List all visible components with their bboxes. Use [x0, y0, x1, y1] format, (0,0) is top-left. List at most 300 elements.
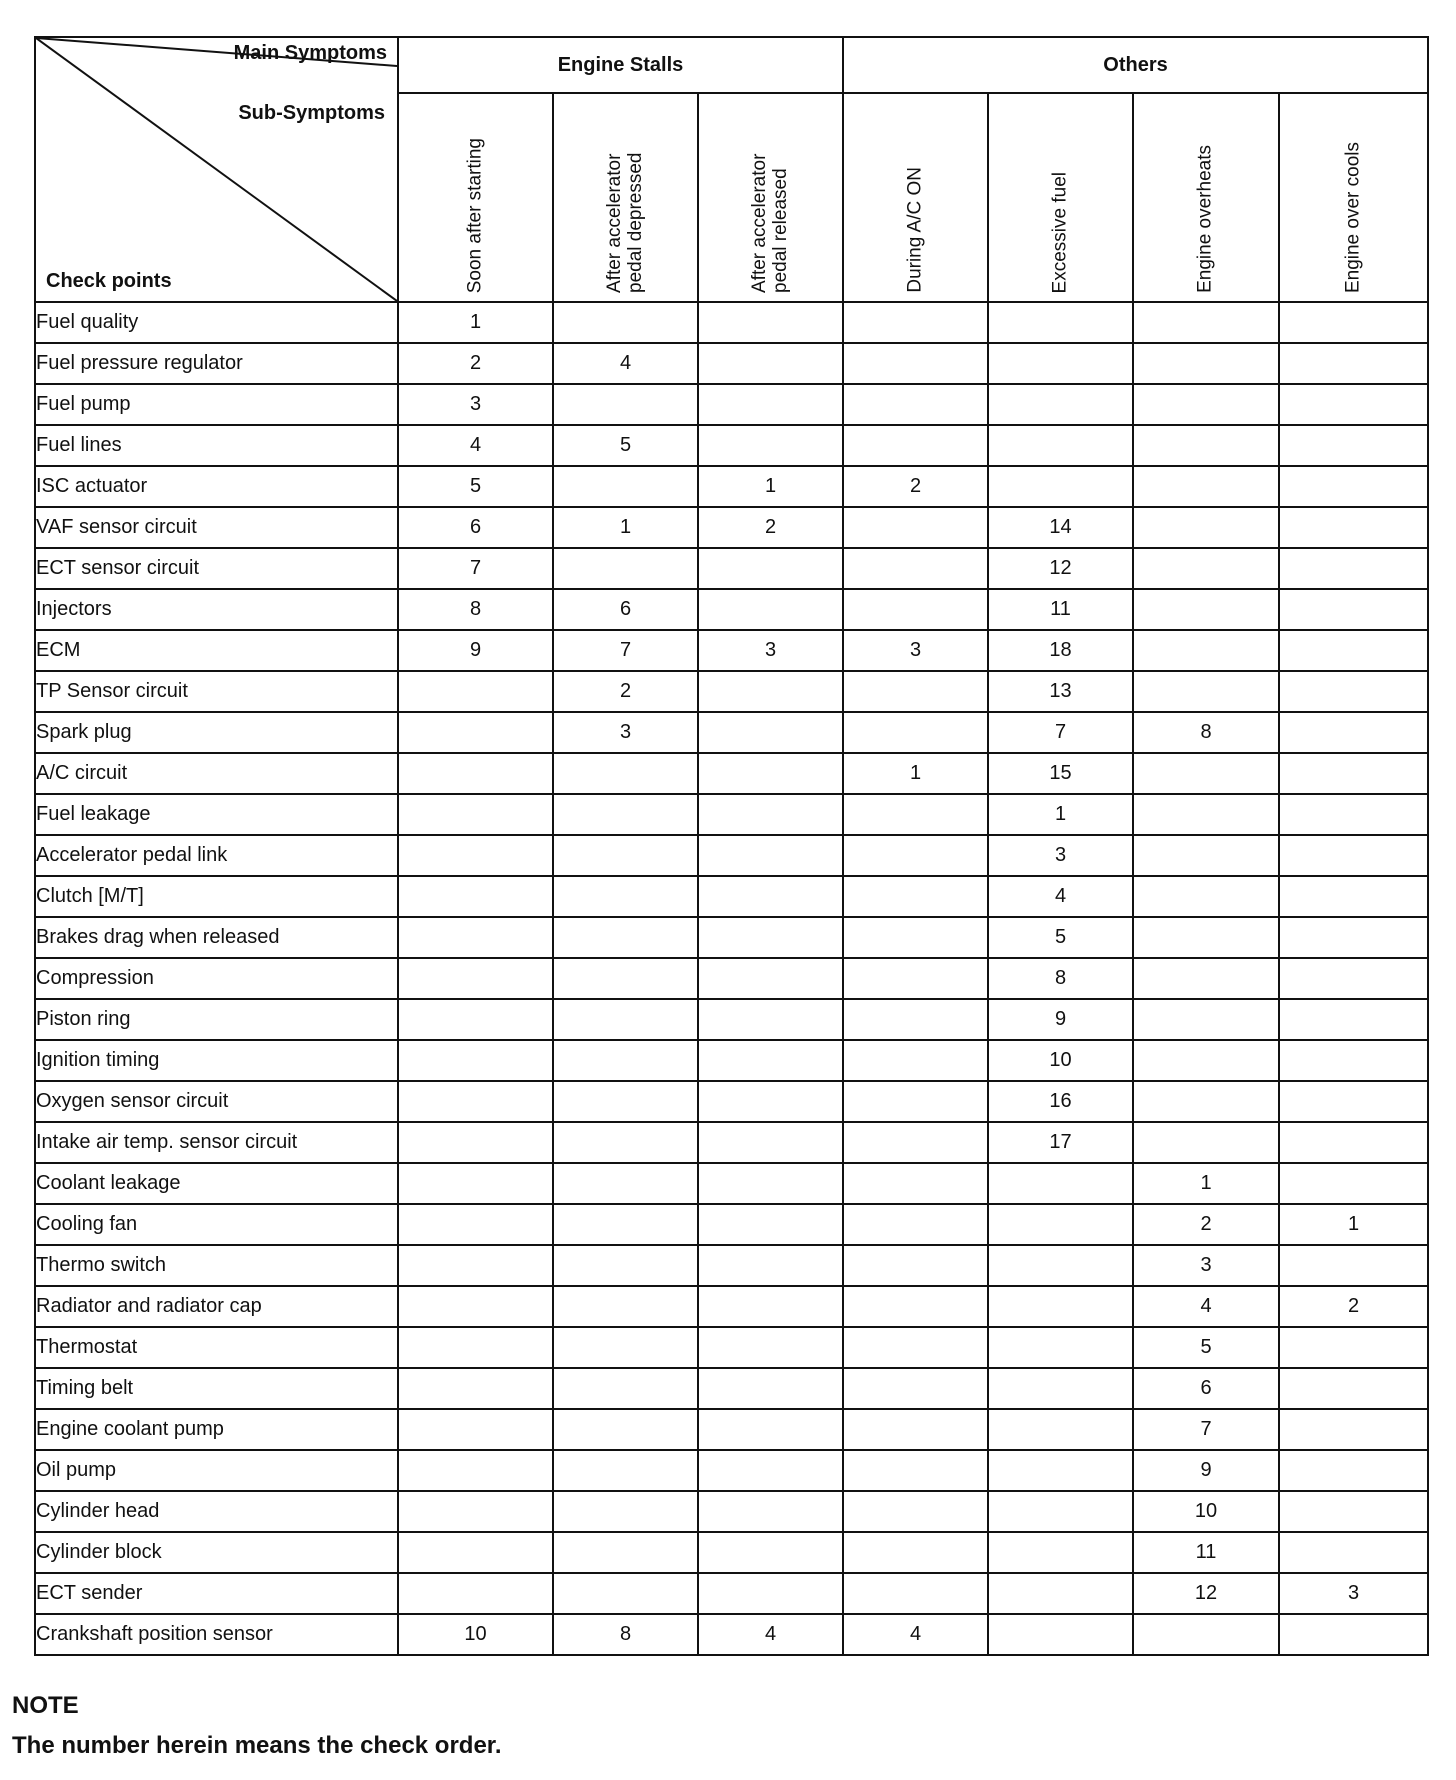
check-order-cell	[843, 1122, 988, 1163]
check-order-cell: 2	[698, 507, 843, 548]
check-order-cell	[698, 712, 843, 753]
table-corner-header	[35, 37, 398, 302]
check-order-cell	[843, 835, 988, 876]
check-order-cell	[398, 1081, 553, 1122]
check-order-cell	[398, 671, 553, 712]
table-row	[35, 1368, 1428, 1409]
check-point-label: Crankshaft position sensor	[35, 1614, 398, 1655]
check-order-cell	[553, 753, 698, 794]
check-order-cell	[1133, 1122, 1279, 1163]
check-order-cell	[843, 1163, 988, 1204]
check-order-cell	[843, 794, 988, 835]
check-order-cell: 1	[1279, 1204, 1428, 1245]
check-order-cell	[398, 1245, 553, 1286]
check-order-cell	[553, 1409, 698, 1450]
check-order-cell: 6	[553, 589, 698, 630]
table-body	[35, 302, 1428, 1655]
check-order-cell	[553, 1286, 698, 1327]
check-order-cell	[398, 1368, 553, 1409]
check-point-label: Spark plug	[35, 712, 398, 753]
check-order-cell: 1	[698, 466, 843, 507]
check-order-cell	[988, 384, 1133, 425]
check-point-label: ISC actuator	[35, 466, 398, 507]
column-header-label: During A/C ON	[904, 167, 926, 293]
check-order-cell	[843, 1286, 988, 1327]
check-point-label: Radiator and radiator cap	[35, 1286, 398, 1327]
check-order-cell: 1	[843, 753, 988, 794]
check-order-cell	[698, 1040, 843, 1081]
check-order-cell	[988, 302, 1133, 343]
check-point-label: Thermostat	[35, 1327, 398, 1368]
table-row	[35, 1163, 1428, 1204]
column-header-label: Engine overheats	[1194, 145, 1216, 293]
check-point-label: Coolant leakage	[35, 1163, 398, 1204]
check-order-cell: 14	[988, 507, 1133, 548]
check-order-cell: 9	[398, 630, 553, 671]
check-order-cell	[1279, 1122, 1428, 1163]
check-order-cell	[398, 958, 553, 999]
table-row	[35, 507, 1428, 548]
check-order-cell	[843, 958, 988, 999]
check-order-cell	[398, 1532, 553, 1573]
check-order-cell	[553, 1573, 698, 1614]
check-order-cell	[398, 1491, 553, 1532]
check-order-cell	[553, 999, 698, 1040]
check-order-cell	[1133, 999, 1279, 1040]
check-order-cell	[398, 794, 553, 835]
check-order-cell	[843, 1245, 988, 1286]
check-order-cell	[843, 1368, 988, 1409]
check-order-cell: 13	[988, 671, 1133, 712]
table-row	[35, 630, 1428, 671]
check-order-cell	[553, 835, 698, 876]
check-order-cell	[398, 1286, 553, 1327]
check-order-cell: 8	[398, 589, 553, 630]
check-order-cell: 2	[1279, 1286, 1428, 1327]
table-row	[35, 1204, 1428, 1245]
check-order-cell	[843, 876, 988, 917]
check-order-cell	[988, 1327, 1133, 1368]
check-order-cell	[1133, 794, 1279, 835]
check-order-cell	[698, 384, 843, 425]
check-order-cell	[1133, 343, 1279, 384]
note-body: The number herein means the check order.	[12, 1732, 502, 1759]
check-order-cell	[698, 671, 843, 712]
check-order-cell	[988, 1368, 1133, 1409]
check-order-cell	[843, 425, 988, 466]
check-order-cell	[1279, 343, 1428, 384]
check-order-cell: 5	[398, 466, 553, 507]
check-order-cell	[988, 1245, 1133, 1286]
table-row	[35, 1122, 1428, 1163]
check-point-label: Cylinder head	[35, 1491, 398, 1532]
check-order-cell: 18	[988, 630, 1133, 671]
check-order-cell	[1279, 1491, 1428, 1532]
check-point-label: VAF sensor circuit	[35, 507, 398, 548]
check-order-cell: 5	[1133, 1327, 1279, 1368]
check-order-cell	[398, 999, 553, 1040]
check-order-cell	[553, 1532, 698, 1573]
check-point-label: Oxygen sensor circuit	[35, 1081, 398, 1122]
table-row	[35, 671, 1428, 712]
check-order-cell	[1279, 425, 1428, 466]
diagonal-divider	[36, 38, 397, 301]
check-order-cell	[553, 302, 698, 343]
check-order-cell	[398, 835, 553, 876]
check-order-cell	[698, 876, 843, 917]
table-row	[35, 1245, 1428, 1286]
group-header-others: Others	[843, 37, 1428, 93]
diagnosis-chart	[34, 36, 1429, 1656]
check-order-cell: 8	[1133, 712, 1279, 753]
check-point-label: Injectors	[35, 589, 398, 630]
check-order-cell	[553, 1163, 698, 1204]
check-point-label: Fuel quality	[35, 302, 398, 343]
check-order-cell: 7	[988, 712, 1133, 753]
check-order-cell	[1133, 958, 1279, 999]
check-order-cell	[698, 1491, 843, 1532]
check-order-cell	[843, 917, 988, 958]
check-order-cell: 2	[553, 671, 698, 712]
check-order-cell: 1	[988, 794, 1133, 835]
check-order-cell	[843, 712, 988, 753]
check-order-cell	[843, 1409, 988, 1450]
check-order-cell	[1279, 384, 1428, 425]
check-order-cell: 16	[988, 1081, 1133, 1122]
check-order-cell: 10	[988, 1040, 1133, 1081]
check-order-cell	[698, 1122, 843, 1163]
check-order-cell	[698, 1245, 843, 1286]
column-header	[988, 93, 1133, 302]
column-header	[1279, 93, 1428, 302]
check-order-cell	[988, 1409, 1133, 1450]
check-order-cell: 17	[988, 1122, 1133, 1163]
check-point-label: Ignition timing	[35, 1040, 398, 1081]
check-order-cell	[843, 1327, 988, 1368]
check-point-label: Clutch [M/T]	[35, 876, 398, 917]
check-points-heading: Check points	[46, 270, 172, 292]
check-order-cell	[698, 1204, 843, 1245]
check-order-cell	[698, 958, 843, 999]
check-order-cell	[553, 1122, 698, 1163]
check-point-label: Piston ring	[35, 999, 398, 1040]
check-order-cell	[988, 1450, 1133, 1491]
check-order-cell	[843, 1573, 988, 1614]
check-order-cell	[398, 1409, 553, 1450]
check-order-cell	[398, 712, 553, 753]
check-order-cell: 10	[1133, 1491, 1279, 1532]
column-header	[843, 93, 988, 302]
check-order-cell: 10	[398, 1614, 553, 1655]
check-order-cell	[843, 384, 988, 425]
check-order-cell: 7	[553, 630, 698, 671]
check-order-cell: 3	[1279, 1573, 1428, 1614]
table-row	[35, 712, 1428, 753]
symptom-check-table	[34, 36, 1429, 1656]
check-order-cell: 15	[988, 753, 1133, 794]
check-order-cell	[1279, 1614, 1428, 1655]
check-order-cell	[1279, 589, 1428, 630]
check-order-cell: 4	[398, 425, 553, 466]
check-order-cell	[1133, 425, 1279, 466]
check-order-cell	[1279, 1450, 1428, 1491]
check-order-cell	[698, 1532, 843, 1573]
check-order-cell	[988, 1573, 1133, 1614]
table-row	[35, 1040, 1428, 1081]
check-order-cell	[553, 1327, 698, 1368]
check-order-cell	[553, 958, 698, 999]
check-order-cell	[698, 343, 843, 384]
check-order-cell: 8	[988, 958, 1133, 999]
check-point-label: Fuel leakage	[35, 794, 398, 835]
check-point-label: A/C circuit	[35, 753, 398, 794]
check-order-cell	[398, 1327, 553, 1368]
check-order-cell	[553, 1245, 698, 1286]
table-row	[35, 302, 1428, 343]
check-order-cell: 9	[1133, 1450, 1279, 1491]
check-order-cell: 12	[988, 548, 1133, 589]
check-order-cell	[1279, 466, 1428, 507]
check-order-cell: 5	[988, 917, 1133, 958]
check-order-cell	[398, 876, 553, 917]
check-order-cell	[843, 1532, 988, 1573]
check-order-cell: 4	[553, 343, 698, 384]
table-row	[35, 1573, 1428, 1614]
check-order-cell	[988, 1614, 1133, 1655]
check-order-cell	[553, 548, 698, 589]
check-point-label: Compression	[35, 958, 398, 999]
check-order-cell	[553, 1204, 698, 1245]
check-order-cell: 4	[988, 876, 1133, 917]
check-order-cell	[1279, 958, 1428, 999]
check-order-cell	[1279, 917, 1428, 958]
column-header-label: Soon after starting	[464, 137, 486, 293]
check-order-cell	[698, 1286, 843, 1327]
check-order-cell	[988, 466, 1133, 507]
check-order-cell	[1133, 384, 1279, 425]
check-order-cell: 3	[1133, 1245, 1279, 1286]
table-row	[35, 1491, 1428, 1532]
check-order-cell	[698, 917, 843, 958]
sub-symptoms-heading: Sub-Symptoms	[238, 102, 385, 124]
check-point-label: Accelerator pedal link	[35, 835, 398, 876]
table-row	[35, 343, 1428, 384]
check-order-cell	[1279, 753, 1428, 794]
check-order-cell	[698, 302, 843, 343]
check-order-cell: 3	[698, 630, 843, 671]
table-row	[35, 1327, 1428, 1368]
check-order-cell	[553, 794, 698, 835]
check-order-cell	[553, 1081, 698, 1122]
check-order-cell	[1279, 507, 1428, 548]
check-order-cell	[843, 1081, 988, 1122]
check-order-cell	[698, 1081, 843, 1122]
table-row	[35, 589, 1428, 630]
check-order-cell	[843, 1491, 988, 1532]
check-order-cell	[698, 753, 843, 794]
check-order-cell: 3	[843, 630, 988, 671]
check-order-cell	[398, 1573, 553, 1614]
check-order-cell: 7	[1133, 1409, 1279, 1450]
check-order-cell	[698, 589, 843, 630]
check-order-cell	[1279, 671, 1428, 712]
check-order-cell: 12	[1133, 1573, 1279, 1614]
check-order-cell	[1279, 1081, 1428, 1122]
check-order-cell	[398, 1040, 553, 1081]
check-order-cell	[698, 1450, 843, 1491]
note-title: NOTE	[12, 1692, 79, 1719]
check-order-cell	[1133, 589, 1279, 630]
check-order-cell	[1133, 835, 1279, 876]
check-order-cell	[1133, 302, 1279, 343]
check-order-cell	[1279, 630, 1428, 671]
table-row	[35, 1614, 1428, 1655]
table-row	[35, 958, 1428, 999]
table-row	[35, 1450, 1428, 1491]
check-order-cell	[843, 1204, 988, 1245]
check-order-cell	[553, 1040, 698, 1081]
check-order-cell	[698, 1327, 843, 1368]
check-order-cell	[1279, 999, 1428, 1040]
table-row	[35, 876, 1428, 917]
column-header	[553, 93, 698, 302]
check-order-cell	[988, 1491, 1133, 1532]
check-point-label: Cylinder block	[35, 1532, 398, 1573]
check-order-cell	[988, 1204, 1133, 1245]
check-order-cell	[698, 1409, 843, 1450]
check-order-cell	[1279, 876, 1428, 917]
check-order-cell	[843, 1040, 988, 1081]
check-order-cell	[988, 1286, 1133, 1327]
group-header-engine-stalls: Engine Stalls	[398, 37, 843, 93]
check-point-label: Oil pump	[35, 1450, 398, 1491]
check-order-cell	[1133, 753, 1279, 794]
column-header-label: After accelerator pedal depressed	[603, 152, 646, 293]
check-order-cell	[553, 876, 698, 917]
check-order-cell: 11	[988, 589, 1133, 630]
check-order-cell	[843, 671, 988, 712]
check-order-cell	[1279, 1327, 1428, 1368]
check-order-cell	[1279, 835, 1428, 876]
column-header-label: After accelerator pedal released	[748, 153, 791, 293]
check-order-cell	[1279, 794, 1428, 835]
check-order-cell: 2	[1133, 1204, 1279, 1245]
check-order-cell	[398, 1122, 553, 1163]
check-order-cell	[398, 753, 553, 794]
check-order-cell	[553, 1450, 698, 1491]
check-order-cell	[1133, 1614, 1279, 1655]
check-order-cell	[843, 589, 988, 630]
column-header	[698, 93, 843, 302]
check-order-cell	[1133, 548, 1279, 589]
check-order-cell	[1279, 1368, 1428, 1409]
check-order-cell	[1133, 876, 1279, 917]
column-header	[1133, 93, 1279, 302]
check-order-cell	[1133, 917, 1279, 958]
check-order-cell: 5	[553, 425, 698, 466]
check-order-cell	[843, 1450, 988, 1491]
main-symptoms-heading: Main Symptoms	[233, 42, 387, 64]
check-order-cell: 4	[1133, 1286, 1279, 1327]
check-point-label: Engine coolant pump	[35, 1409, 398, 1450]
check-point-label: Fuel pressure regulator	[35, 343, 398, 384]
check-order-cell	[1133, 1040, 1279, 1081]
check-order-cell	[1133, 466, 1279, 507]
check-order-cell	[843, 507, 988, 548]
check-order-cell: 3	[553, 712, 698, 753]
check-order-cell	[1133, 1081, 1279, 1122]
check-order-cell: 6	[1133, 1368, 1279, 1409]
check-point-label: TP Sensor circuit	[35, 671, 398, 712]
check-point-label: Timing belt	[35, 1368, 398, 1409]
table-row	[35, 425, 1428, 466]
check-order-cell	[698, 425, 843, 466]
check-order-cell: 1	[1133, 1163, 1279, 1204]
check-order-cell	[1133, 630, 1279, 671]
check-order-cell	[988, 343, 1133, 384]
check-order-cell: 2	[843, 466, 988, 507]
check-order-cell	[1133, 671, 1279, 712]
note-block	[12, 1692, 502, 1760]
check-order-cell	[698, 1573, 843, 1614]
check-order-cell: 1	[553, 507, 698, 548]
table-row	[35, 1532, 1428, 1573]
check-order-cell	[1279, 548, 1428, 589]
check-order-cell	[1279, 1409, 1428, 1450]
check-order-cell	[1279, 302, 1428, 343]
check-order-cell	[843, 343, 988, 384]
check-order-cell	[698, 835, 843, 876]
check-point-label: Intake air temp. sensor circuit	[35, 1122, 398, 1163]
check-order-cell	[843, 302, 988, 343]
check-point-label: ECT sensor circuit	[35, 548, 398, 589]
check-order-cell: 4	[843, 1614, 988, 1655]
column-header	[398, 93, 553, 302]
check-order-cell: 2	[398, 343, 553, 384]
check-order-cell: 8	[553, 1614, 698, 1655]
check-order-cell	[988, 425, 1133, 466]
check-order-cell	[553, 1491, 698, 1532]
table-row	[35, 999, 1428, 1040]
table-row	[35, 1286, 1428, 1327]
check-order-cell	[698, 794, 843, 835]
check-order-cell: 9	[988, 999, 1133, 1040]
check-point-label: Cooling fan	[35, 1204, 398, 1245]
check-order-cell	[1279, 1040, 1428, 1081]
check-point-label: Fuel pump	[35, 384, 398, 425]
check-point-label: Fuel lines	[35, 425, 398, 466]
table-row	[35, 548, 1428, 589]
check-order-cell: 3	[988, 835, 1133, 876]
check-order-cell	[398, 1163, 553, 1204]
check-order-cell	[988, 1163, 1133, 1204]
table-row	[35, 1409, 1428, 1450]
check-order-cell	[698, 1163, 843, 1204]
check-order-cell: 1	[398, 302, 553, 343]
table-row	[35, 917, 1428, 958]
check-order-cell	[1279, 1163, 1428, 1204]
check-order-cell	[398, 1450, 553, 1491]
check-order-cell	[698, 999, 843, 1040]
check-order-cell	[1279, 1245, 1428, 1286]
check-order-cell	[698, 1368, 843, 1409]
check-order-cell	[1279, 712, 1428, 753]
check-order-cell	[843, 548, 988, 589]
check-point-label: Brakes drag when released	[35, 917, 398, 958]
check-order-cell	[1279, 1532, 1428, 1573]
check-point-label: ECM	[35, 630, 398, 671]
table-row	[35, 794, 1428, 835]
